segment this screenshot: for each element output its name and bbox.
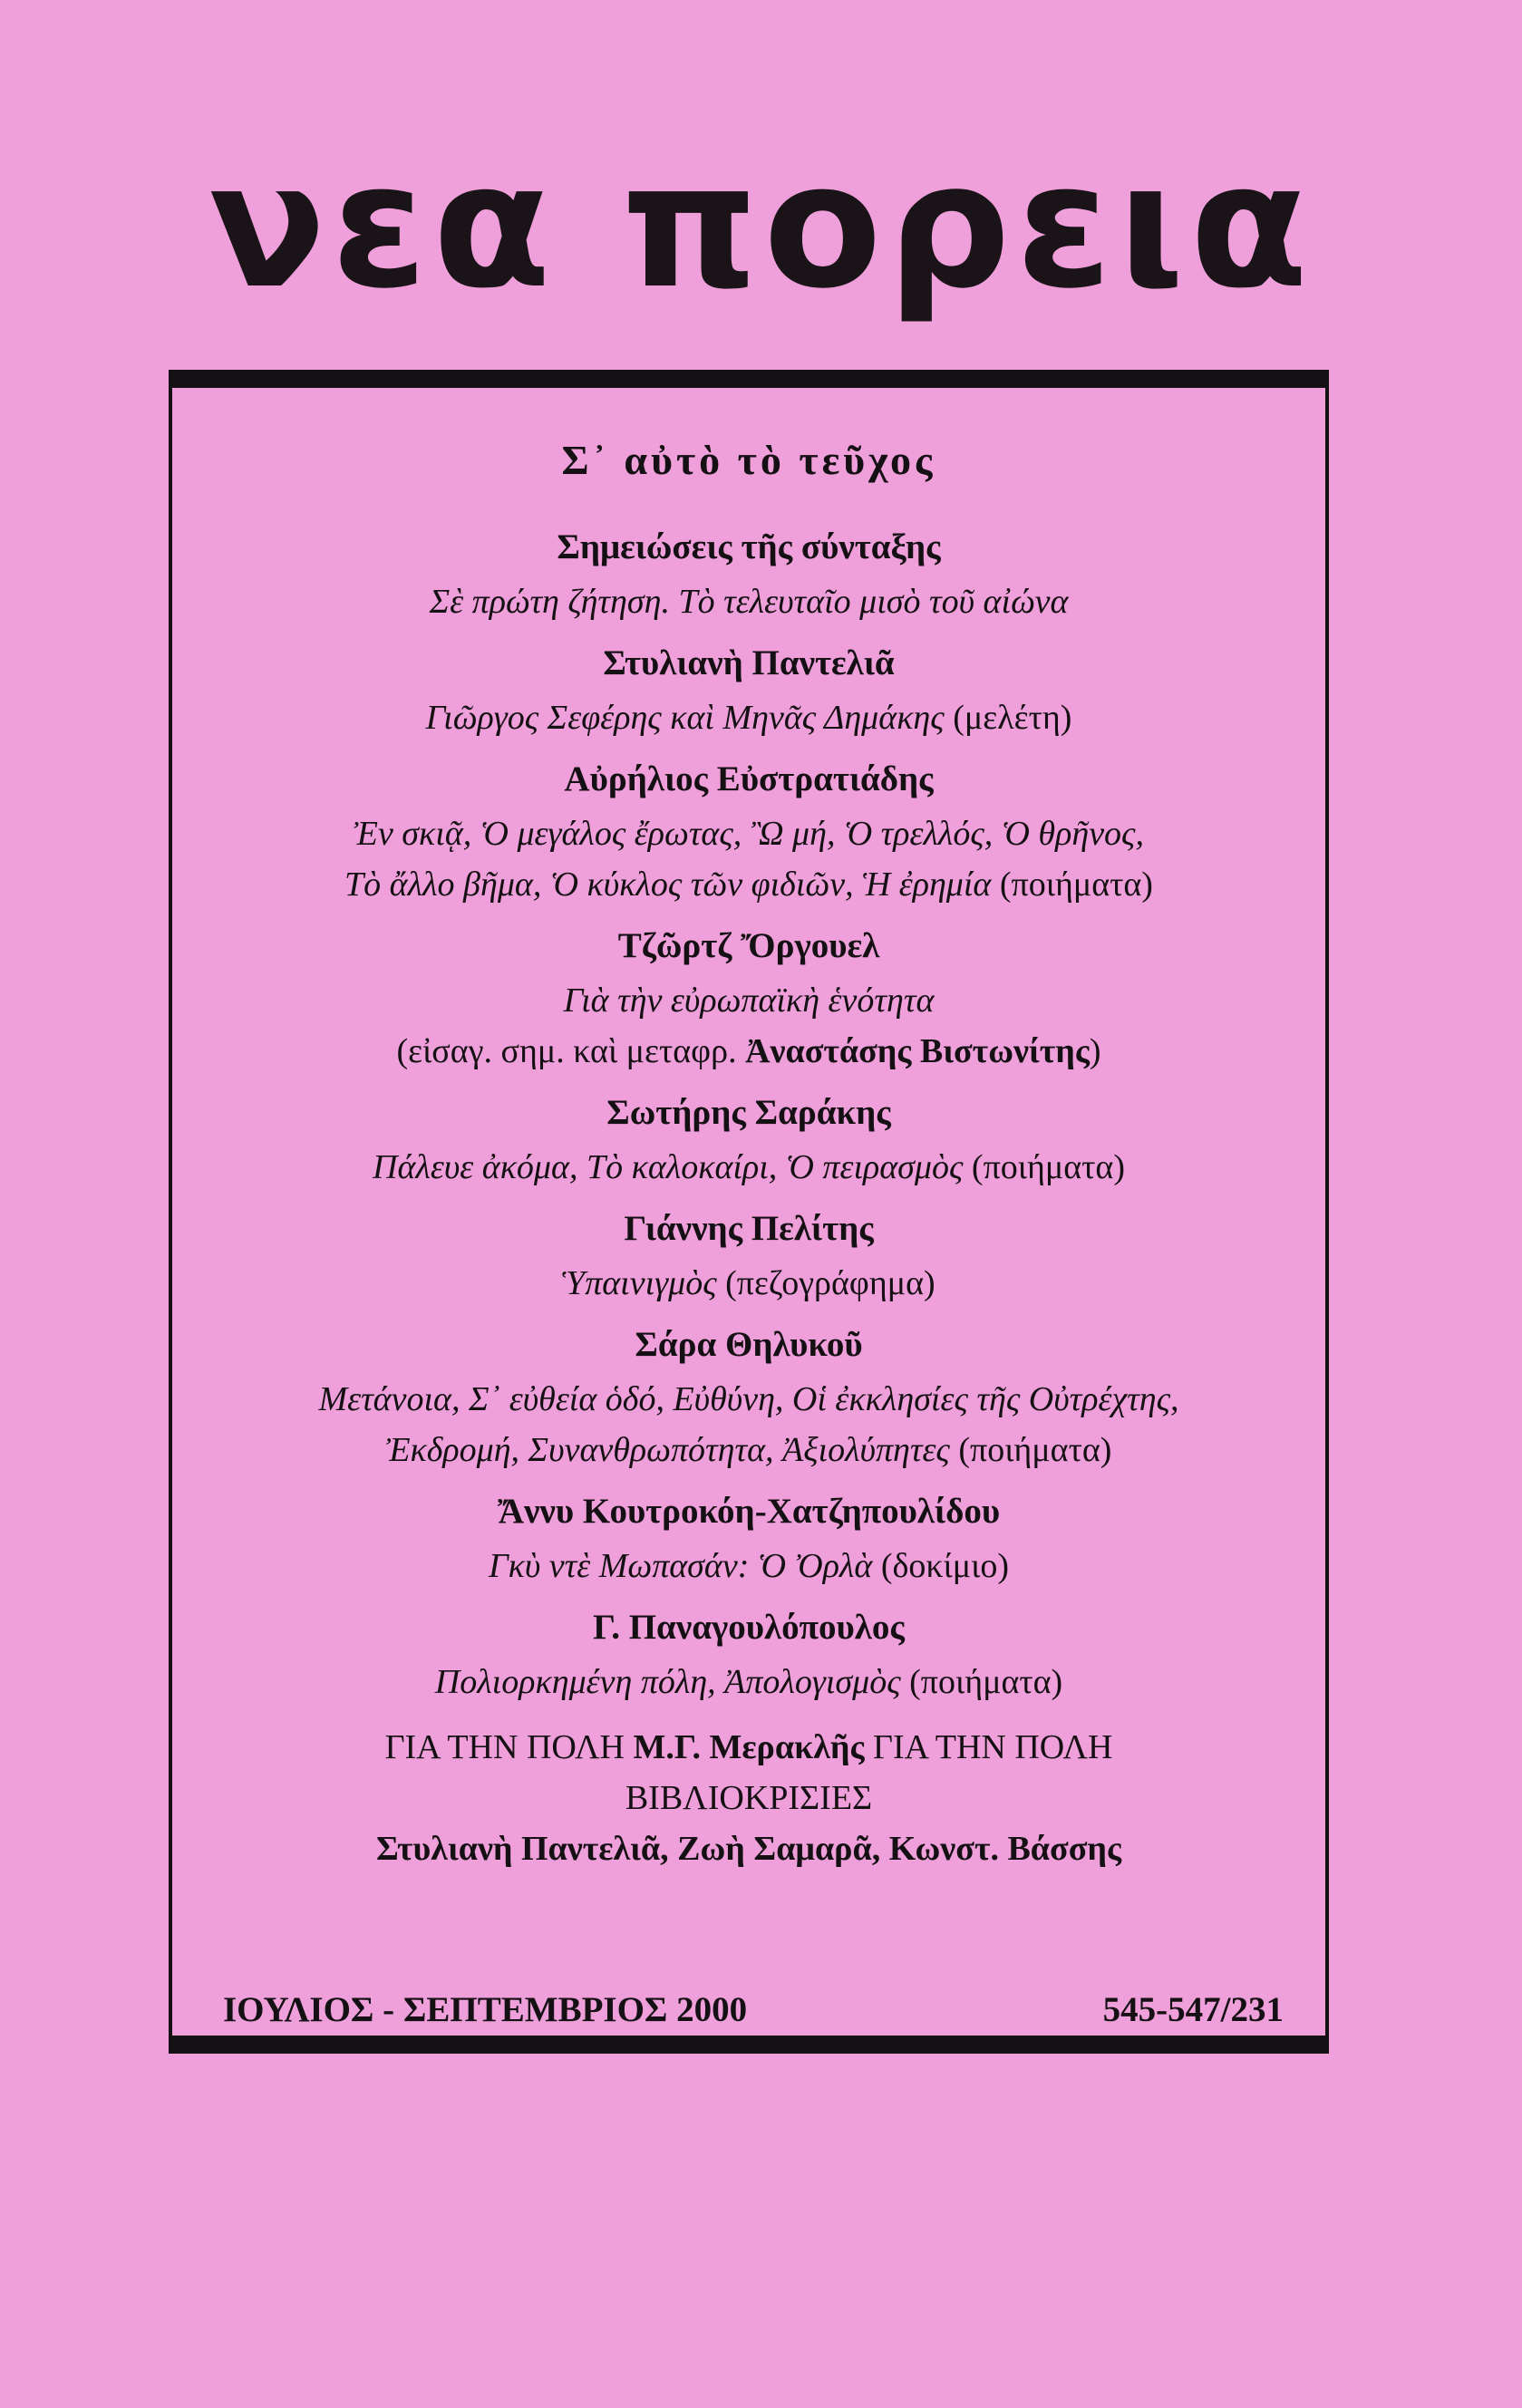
entry-author: Σημειώσεις τῆς σύνταξης	[557, 527, 941, 566]
translation-note-close: )	[1089, 1032, 1101, 1070]
table-of-contents	[172, 435, 1325, 1874]
entry-works	[172, 1142, 1325, 1193]
entry-works	[172, 808, 1325, 910]
entry-works	[172, 1541, 1325, 1591]
toc-heading: Σ᾿ αὐτὸ τὸ τεῦχος	[561, 437, 936, 483]
works-titles: Πάλευε ἀκόμα, Τὸ καλοκαίρι, Ὁ πειρασμὸς	[373, 1148, 964, 1186]
entry-author: Ἄννυ Κουτροκόη-Χατζηπουλίδου	[497, 1492, 1001, 1531]
works-titles: Πολιορκημένη πόλη, Ἀπολογισμὸς	[434, 1663, 901, 1701]
toc-entry	[172, 642, 1325, 743]
works-genre: (μελέτη)	[944, 699, 1072, 737]
issue-number: 545-547/231	[1102, 1990, 1284, 2029]
magazine-title: νεα πορεια	[208, 126, 1314, 326]
entry-works	[172, 1374, 1325, 1475]
works-titles: Σὲ πρώτη ζήτηση. Τὸ τελευταῖο μισὸ τοῦ αἰώνα	[429, 583, 1069, 621]
toc-entry	[172, 1323, 1325, 1475]
works-titles: Γιὰ τὴν εὐρωπαϊκὴ ἑνότητα	[563, 982, 935, 1020]
entry-author: Γιάννης Πελίτης	[624, 1209, 874, 1248]
city-suffix: ΓΙΑ ΤΗΝ ΠΟΛΗ	[864, 1728, 1113, 1766]
entry-author: Σωτήρης Σαράκης	[606, 1093, 891, 1132]
city-prefix: ΓΙΑ ΤΗΝ ΠΟΛΗ	[384, 1728, 634, 1766]
works-titles: Ἐν σκιᾷ, Ὁ μεγάλος ἔρωτας, Ὢ μή, Ὁ τρελλός, Ὁ θρῆνος,	[354, 815, 1144, 853]
translation-note: (εἰσαγ. σημ. καὶ μεταφρ.	[396, 1032, 746, 1070]
entry-works	[172, 692, 1325, 743]
works-genre: (πεζογράφημα)	[716, 1264, 935, 1302]
reviews-heading: ΒΙΒΛΙΟΚΡΙΣΙΕΣ	[625, 1779, 873, 1817]
works-genre: (ποιήματα)	[949, 1431, 1112, 1469]
translator-name: Ἀναστάσης Βιστωνίτης	[745, 1032, 1090, 1070]
works-titles: Γκὺ ντὲ Μωπασάν: Ὁ Ὀρλὰ	[488, 1547, 873, 1585]
entry-works	[172, 1258, 1325, 1309]
entry-author: Αὐρήλιος Εὐστρατιάδης	[564, 759, 934, 798]
toc-entry	[172, 924, 1325, 1077]
toc-entry	[172, 1207, 1325, 1309]
entry-author: Στυλιανὴ Παντελιᾶ	[603, 643, 895, 682]
toc-entry	[172, 1490, 1325, 1591]
city-author: Μ.Γ. Μερακλῆς	[633, 1728, 865, 1766]
works-titles: Γιῶργος Σεφέρης καὶ Μηνᾶς Δημάκης	[425, 699, 945, 737]
entry-works	[172, 975, 1325, 1077]
entry-author: Τζῶρτζ Ὄργουελ	[617, 926, 880, 965]
works-genre: (ποιήματα)	[991, 866, 1153, 904]
issue-footer	[223, 1988, 1284, 2032]
entry-works	[172, 576, 1325, 627]
contents-frame	[169, 370, 1329, 2054]
works-titles: Ἐκδρομή, Συνανθρωπότητα, Ἀξιολύπητες	[385, 1431, 950, 1469]
toc-entry	[172, 1606, 1325, 1707]
works-titles: Μετάνοια, Σ᾿ εὐθεία ὁδό, Εὐθύνη, Οἱ ἐκκλησίες τῆς Οὐτρέχτης,	[318, 1380, 1179, 1418]
toc-entry	[172, 526, 1325, 627]
works-genre: (ποιήματα)	[900, 1663, 1063, 1701]
entry-author: Γ. Παναγουλόπουλος	[593, 1608, 905, 1647]
toc-entry	[172, 1091, 1325, 1193]
works-titles: Τὸ ἄλλο βῆμα, Ὁ κύκλος τῶν φιδιῶν, Ἡ ἐρημία	[344, 866, 992, 904]
issue-date: ΙΟΥΛΙΟΣ - ΣΕΠΤΕΜΒΡΙΟΣ 2000	[223, 1990, 748, 2029]
city-section-line	[172, 1722, 1325, 1773]
works-genre: (ποιήματα)	[963, 1148, 1125, 1186]
reviews-authors: Στυλιανὴ Παντελιᾶ, Ζωὴ Σαμαρᾶ, Κωνστ. Βάσσης	[376, 1830, 1121, 1868]
works-genre: (δοκίμιο)	[872, 1547, 1010, 1585]
toc-entry	[172, 758, 1325, 910]
entry-author: Σάρα Θηλυκοῦ	[635, 1325, 863, 1364]
entry-works	[172, 1657, 1325, 1707]
works-titles: Ὑπαινιγμὸς	[562, 1264, 717, 1302]
